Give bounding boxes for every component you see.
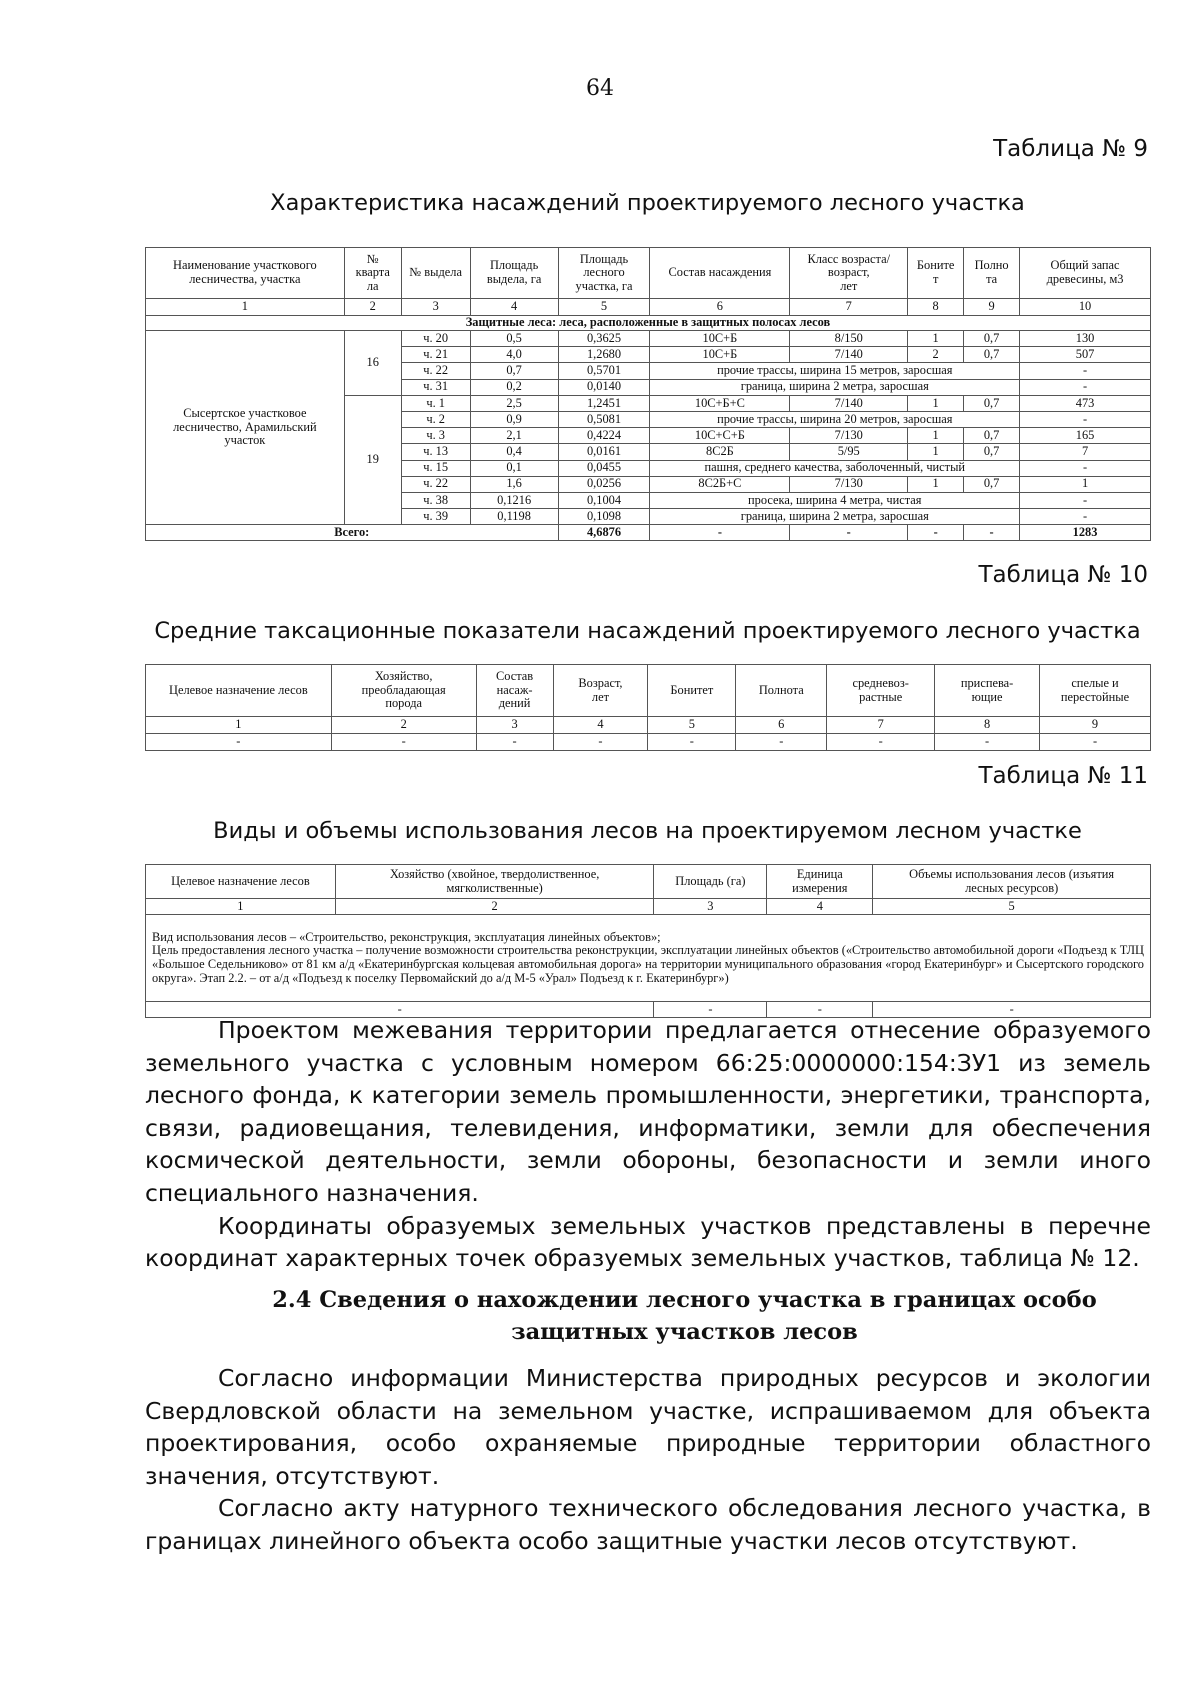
composition-cell: 8С2Б	[650, 444, 790, 460]
area-cell: 0,5	[470, 331, 558, 347]
land-note-cell: пашня, среднего качества, заболоченный, чистый	[650, 460, 1020, 476]
column-header: Площадь (га)	[654, 865, 767, 899]
column-header: Возраст, лет	[553, 665, 648, 717]
table-cell: -	[827, 734, 935, 751]
column-header: Состав насаждения	[650, 248, 790, 299]
table-cell: -	[146, 734, 332, 751]
body-paragraph: Согласно акту натурного технического обследования лесного участка, в границах линейного объекта особо защитные участки лесов отсутствуют.	[145, 1494, 1151, 1555]
table-header-row	[146, 665, 1151, 717]
stock-cell: 7	[1020, 444, 1151, 460]
column-number: 4	[470, 299, 558, 316]
taxation-indicators-table	[145, 664, 1151, 751]
total-density: -	[964, 525, 1020, 541]
density-cell: 0,7	[964, 444, 1020, 460]
column-header: средневоз- растные	[827, 665, 935, 717]
column-number: 5	[648, 717, 736, 734]
density-cell: 0,7	[964, 395, 1020, 411]
column-header: Класс возраста/ возраст, лет	[790, 248, 908, 299]
stock-cell: -	[1020, 379, 1151, 395]
land-note-cell: просека, ширина 4 метра, чистая	[650, 492, 1020, 508]
area-cell: 4,0	[470, 347, 558, 363]
column-header: Целевое назначение лесов	[146, 665, 332, 717]
total-bonitet: -	[908, 525, 964, 541]
table-9-title: Характеристика насаждений проектируемого лесного участка	[270, 190, 1025, 216]
usage-description	[146, 915, 1151, 1002]
land-note-cell: граница, ширина 2 метра, заросшая	[650, 509, 1020, 525]
total-row	[146, 525, 1151, 541]
vydel-cell: ч. 1	[401, 395, 470, 411]
table-10-title: Средние таксационные показатели насаждений проектируемого лесного участка	[154, 618, 1141, 644]
column-number: 5	[558, 299, 650, 316]
plot-area-cell: 0,5081	[558, 411, 650, 427]
section-heading: 2.4 Сведения о нахождении лесного участка в границах особо защитных участков лесов	[272, 1287, 1097, 1345]
column-number: 4	[553, 717, 648, 734]
plot-area-cell: 0,1098	[558, 509, 650, 525]
column-header: № кварта ла	[344, 248, 401, 299]
body-paragraph: Согласно информации Министерства природных ресурсов и экологии Свердловской области на земельном участке, испрашиваемом для объекта проектирования, особо охраняемые природные территории областного значения, отсутствуют.	[145, 1364, 1151, 1490]
plot-area-cell: 0,5701	[558, 363, 650, 379]
body-paragraph: Проектом межевания территории предлагается отнесение образуемого земельного участка с условным номером 66:25:0000000:154:ЗУ1 из земель лесного фонда, к категории земель промышленности, энергетики, транспорта, связи, радиовещания, телевидения, информатики, земли для обеспечения космической деятельности, земли обороны, безопасности и земли иного специального назначения.	[145, 1016, 1151, 1207]
vydel-cell: ч. 38	[401, 492, 470, 508]
area-cell: 2,1	[470, 428, 558, 444]
vydel-cell: ч. 22	[401, 476, 470, 492]
column-number: 6	[650, 299, 790, 316]
section-title: Защитные леса: леса, расположенные в защитных полосах лесов	[146, 316, 1151, 331]
column-header: Целевое назначение лесов	[146, 865, 336, 899]
body-paragraph: Координаты образуемых земельных участков представлены в перечне координат характерных точек образуемых земельных участков, таблица № 12.	[145, 1211, 1151, 1273]
plot-area-cell: 0,4224	[558, 428, 650, 444]
table-11-label: Таблица № 11	[978, 763, 1148, 789]
table-row	[146, 734, 1151, 751]
area-cell: 0,1	[470, 460, 558, 476]
vydel-cell: ч. 13	[401, 444, 470, 460]
plot-area-cell: 1,2680	[558, 347, 650, 363]
land-note-cell: граница, ширина 2 метра, заросшая	[650, 379, 1020, 395]
table-cell: -	[648, 734, 736, 751]
density-cell: 0,7	[964, 331, 1020, 347]
stock-cell: -	[1020, 492, 1151, 508]
column-number-row	[146, 899, 1151, 915]
column-number: 8	[935, 717, 1040, 734]
vydel-cell: ч. 2	[401, 411, 470, 427]
land-note-cell: прочие трассы, ширина 15 метров, заросшая	[650, 363, 1020, 379]
table-header-row	[146, 865, 1151, 899]
page-number: 64	[586, 76, 614, 101]
area-cell: 0,9	[470, 411, 558, 427]
table-cell: -	[935, 734, 1040, 751]
section-row	[146, 316, 1151, 331]
bonitet-cell: 1	[908, 395, 964, 411]
usage-description-row	[146, 915, 1151, 1002]
column-number: 7	[827, 717, 935, 734]
column-number: 1	[146, 299, 345, 316]
vydel-cell: ч. 22	[401, 363, 470, 379]
column-header: Площадь лесного участка, га	[558, 248, 650, 299]
column-number: 9	[1040, 717, 1151, 734]
column-number: 8	[908, 299, 964, 316]
table-cell: -	[873, 1002, 1151, 1018]
stock-cell: 165	[1020, 428, 1151, 444]
table-cell: -	[476, 734, 553, 751]
column-number: 3	[401, 299, 470, 316]
age-cell: 8/150	[790, 331, 908, 347]
bonitet-cell: 1	[908, 476, 964, 492]
composition-cell: 10С+С+Б	[650, 428, 790, 444]
area-cell: 0,1216	[470, 492, 558, 508]
column-header: Боните т	[908, 248, 964, 299]
density-cell: 0,7	[964, 347, 1020, 363]
total-composition: -	[650, 525, 790, 541]
column-header: Полно та	[964, 248, 1020, 299]
column-number-row	[146, 299, 1151, 316]
plot-area-cell: 0,0455	[558, 460, 650, 476]
table-cell: -	[553, 734, 648, 751]
bonitet-cell: 2	[908, 347, 964, 363]
bonitet-cell: 1	[908, 444, 964, 460]
table-10-label: Таблица № 10	[978, 562, 1148, 588]
forest-use-table	[145, 864, 1151, 1018]
vydel-cell: ч. 20	[401, 331, 470, 347]
stock-cell: -	[1020, 363, 1151, 379]
column-header: Площадь выдела, га	[470, 248, 558, 299]
column-header: Единица измерения	[767, 865, 873, 899]
column-header: спелые и перестойные	[1040, 665, 1151, 717]
column-header: Хозяйство (хвойное, твердолиственное, мягколиственные)	[335, 865, 654, 899]
table-cell: -	[331, 734, 476, 751]
plot-area-cell: 1,2451	[558, 395, 650, 411]
total-stock: 1283	[1020, 525, 1151, 541]
stock-cell: 507	[1020, 347, 1151, 363]
body-text-block	[145, 1014, 1151, 1275]
total-plot-area: 4,6876	[558, 525, 650, 541]
stock-cell: -	[1020, 411, 1151, 427]
column-header: приспева- ющие	[935, 665, 1040, 717]
column-number: 5	[873, 899, 1151, 915]
table-cell: -	[736, 734, 827, 751]
stock-cell: 130	[1020, 331, 1151, 347]
column-header: Состав насаж- дений	[476, 665, 553, 717]
table-header-row	[146, 248, 1151, 299]
column-number: 2	[335, 899, 654, 915]
density-cell: 0,7	[964, 476, 1020, 492]
table-row	[146, 331, 1151, 347]
table-cell: -	[767, 1002, 873, 1018]
land-note-cell: прочие трассы, ширина 20 метров, заросшая	[650, 411, 1020, 427]
column-number: 2	[344, 299, 401, 316]
table-cell: -	[1040, 734, 1151, 751]
column-number: 3	[476, 717, 553, 734]
area-cell: 2,5	[470, 395, 558, 411]
kvartal-number: 16	[344, 331, 401, 396]
column-number: 1	[146, 899, 336, 915]
plot-area-cell: 0,0140	[558, 379, 650, 395]
density-cell: 0,7	[964, 428, 1020, 444]
area-cell: 0,7	[470, 363, 558, 379]
composition-cell: 10С+Б	[650, 347, 790, 363]
table-9-label: Таблица № 9	[993, 136, 1148, 162]
column-number: 7	[790, 299, 908, 316]
plot-area-cell: 0,3625	[558, 331, 650, 347]
table-cell: -	[146, 1002, 654, 1018]
plot-area-cell: 0,0256	[558, 476, 650, 492]
forestry-name: Сысертское участковое лесничество, Арамильский участок	[146, 331, 345, 525]
column-header: Хозяйство, преобладающая порода	[331, 665, 476, 717]
stock-cell: 473	[1020, 395, 1151, 411]
forest-stand-table	[145, 247, 1151, 541]
column-number: 9	[964, 299, 1020, 316]
column-header: № выдела	[401, 248, 470, 299]
vydel-cell: ч. 15	[401, 460, 470, 476]
column-number: 10	[1020, 299, 1151, 316]
column-header: Объемы использования лесов (изъятия лесных ресурсов)	[873, 865, 1151, 899]
column-header: Общий запас древесины, м3	[1020, 248, 1151, 299]
total-label: Всего:	[146, 525, 559, 541]
column-number: 3	[654, 899, 767, 915]
area-cell: 1,6	[470, 476, 558, 492]
area-cell: 0,2	[470, 379, 558, 395]
column-number: 2	[331, 717, 476, 734]
age-cell: 7/130	[790, 476, 908, 492]
composition-cell: 8С2Б+С	[650, 476, 790, 492]
age-cell: 5/95	[790, 444, 908, 460]
composition-cell: 10С+Б+С	[650, 395, 790, 411]
bonitet-cell: 1	[908, 331, 964, 347]
vydel-cell: ч. 39	[401, 509, 470, 525]
column-header: Полнота	[736, 665, 827, 717]
column-header: Наименование участкового лесничества, участка	[146, 248, 345, 299]
area-cell: 0,4	[470, 444, 558, 460]
kvartal-number: 19	[344, 395, 401, 525]
column-number-row	[146, 717, 1151, 734]
vydel-cell: ч. 3	[401, 428, 470, 444]
table-11-title: Виды и объемы использования лесов на проектируемом лесном участке	[213, 818, 1082, 844]
age-cell: 7/140	[790, 395, 908, 411]
area-cell: 0,1198	[470, 509, 558, 525]
stock-cell: 1	[1020, 476, 1151, 492]
table-cell: -	[654, 1002, 767, 1018]
age-cell: 7/130	[790, 428, 908, 444]
body-text-block-2	[145, 1362, 1151, 1558]
usage-purpose: Цель предоставления лесного участка – получение возможности строительства реконструкции, эксплуатации линейных объектов («Строительство автомобильной дороги «Подъезд к ТЛЦ «Большое Седельниково» от 81 км а/д «Екатеринбургская кольцевая автомобильная дорога» на территории муниципального образования «город Екатеринбург» и Сысертского городского округа». Этап 2.2. – от а/д «Подъезд к поселку Первомайский до а/д М-5 «Урал» Подъезд к г. Екатеринбург»)	[152, 943, 1144, 985]
vydel-cell: ч. 31	[401, 379, 470, 395]
plot-area-cell: 0,1004	[558, 492, 650, 508]
stock-cell: -	[1020, 509, 1151, 525]
age-cell: 7/140	[790, 347, 908, 363]
column-number: 6	[736, 717, 827, 734]
total-age: -	[790, 525, 908, 541]
bonitet-cell: 1	[908, 428, 964, 444]
usage-type: Вид использования лесов – «Строительство, реконструкция, эксплуатация линейных объектов»;	[152, 929, 661, 944]
column-header: Бонитет	[648, 665, 736, 717]
column-number: 1	[146, 717, 332, 734]
column-number: 4	[767, 899, 873, 915]
vydel-cell: ч. 21	[401, 347, 470, 363]
plot-area-cell: 0,0161	[558, 444, 650, 460]
composition-cell: 10С+Б	[650, 331, 790, 347]
stock-cell: -	[1020, 460, 1151, 476]
